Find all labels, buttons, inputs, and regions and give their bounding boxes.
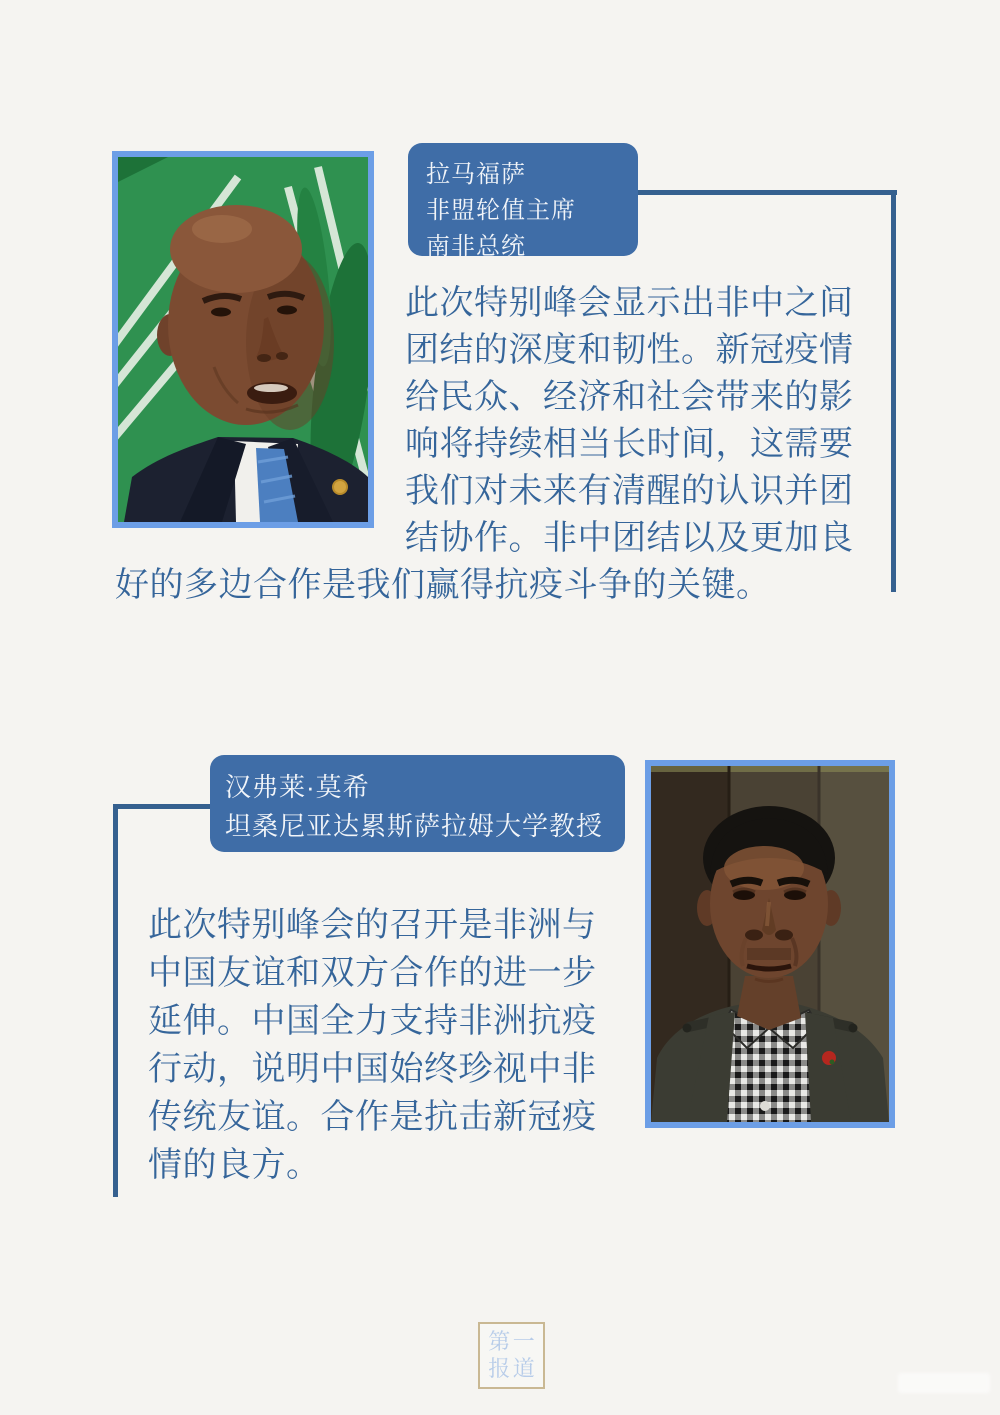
speaker1-quote: [405, 280, 885, 562]
speaker1-role-2: 南非总统: [426, 233, 526, 260]
quote-line: 传统友谊。合作是抗击新冠疫: [148, 1099, 597, 1136]
speaker2-role-1: 坦桑尼亚达累斯萨拉姆大学教授: [225, 811, 604, 841]
gold-lapel-pin: [333, 480, 347, 494]
speaker2-name: 汉弗莱·莫希: [225, 772, 370, 802]
ramaphosa-photo: [112, 151, 374, 528]
quote-line: 给民众、经济和社会带来的影: [405, 379, 854, 416]
speaker2-label-box: [210, 755, 625, 852]
seal-char: 一: [512, 1329, 535, 1355]
quote-line: 结协作。非中团结以及更加良: [405, 520, 854, 557]
top-connector-vertical-line: [891, 190, 896, 592]
speaker1-name: 拉马福萨: [426, 161, 526, 188]
seal-char: 报: [488, 1355, 511, 1381]
speaker2-quote: [148, 902, 628, 1190]
quote-line: 此次特别峰会的召开是非洲与: [148, 907, 597, 944]
ramaphosa-portrait-illustration: [118, 157, 368, 522]
first-report-seal: [478, 1322, 545, 1389]
speaker1-role-1: 非盟轮值主席: [426, 197, 576, 224]
corner-watermark: [898, 1373, 990, 1393]
speaker1-quote-last-line: 好的多边合作是我们赢得抗疫斗争的关键。: [115, 567, 771, 604]
seal-char: 第: [488, 1329, 511, 1355]
moshi-photo: [645, 760, 895, 1128]
top-connector-horizontal-line: [637, 190, 897, 195]
quote-line: 中国友谊和双方合作的进一步: [148, 955, 597, 992]
quote-line: 响将持续相当长时间，这需要: [405, 426, 854, 463]
quote-line: 情的良方。: [148, 1147, 321, 1184]
quote-line: 此次特别峰会显示出非中之间: [405, 285, 854, 322]
quote-line: 行动，说明中国始终珍视中非: [148, 1051, 597, 1088]
bottom-connector-horizontal-line: [113, 804, 213, 809]
seal-char: 道: [512, 1355, 535, 1381]
speaker1-label-box: [408, 143, 638, 260]
bottom-connector-vertical-line: [113, 804, 118, 1197]
quote-line: 延伸。中国全力支持非洲抗疫: [148, 1003, 597, 1040]
moshi-portrait-illustration: [651, 766, 889, 1122]
quote-line: 我们对未来有清醒的认识并团: [405, 473, 854, 510]
quote-line: 团结的深度和韧性。新冠疫情: [405, 332, 854, 369]
